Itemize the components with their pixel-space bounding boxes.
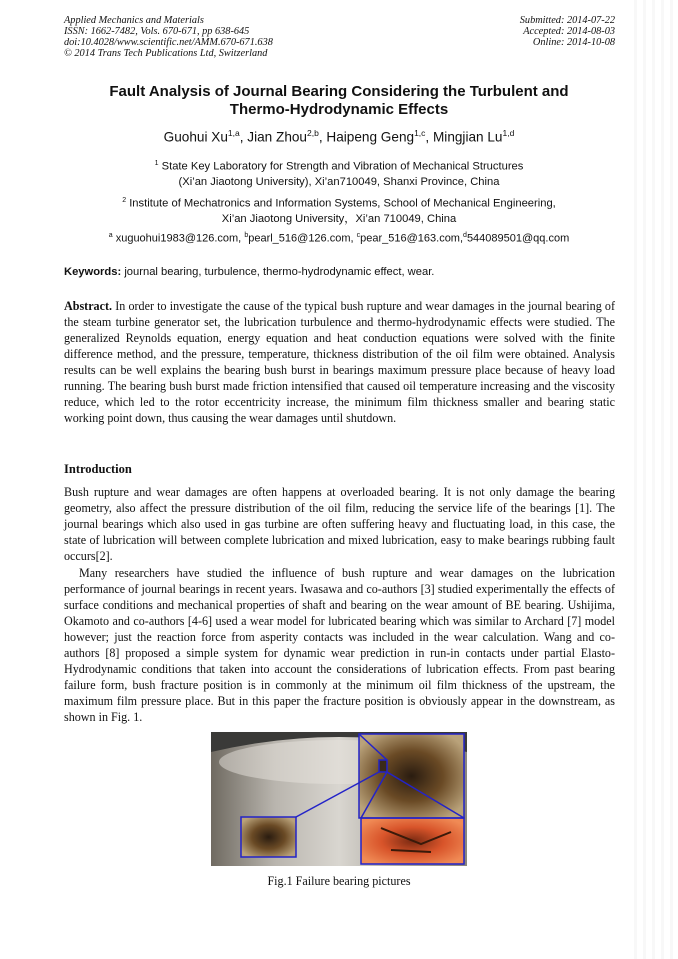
affiliation-line: (Xi’an Jiaotong University), Xi’an710049, Shanxi Province, China: [178, 175, 500, 188]
author-name: Haipeng Geng: [326, 129, 415, 145]
bearing-failure-figure: [211, 732, 467, 866]
doi-line: doi:10.4028/www.scientific.net/AMM.670-671.638: [64, 37, 273, 48]
affiliation-1: [0, 156, 678, 190]
figure-caption: Fig.1 Failure bearing pictures: [267, 874, 411, 888]
author-name: Guohui Xu: [163, 129, 228, 145]
introduction-paragraph-1: Bush rupture and wear damages are often happens at overloaded bearing. It is not only damage the bearing geometry, also affect the pressure distribution of the oil film, reducing the service life of the bearings [1]. The journal bearings which also used in gas turbine are often suffering heavy and fluctuating load, in this case, the state of lubrication will between complete lubrication and mixed lubrication, easy to make bearings rubbing fault occurs[2].: [64, 485, 615, 563]
email-sup: a: [108, 232, 113, 239]
affiliation-line: State Key Laboratory for Strength and Vibration of Mechanical Structures: [161, 160, 524, 173]
keywords-text: journal bearing, turbulence, thermo-hydrodynamic effect, wear.: [124, 266, 435, 278]
email-sup: d: [463, 232, 467, 239]
abstract-label: Abstract.: [64, 299, 113, 313]
affiliation-sup: 1: [154, 160, 159, 167]
keywords: [64, 266, 615, 278]
author-list: Guohui Xu$^{1,a}$, Jian Zhou$^{2,b}$, Haipeng Geng$^{1,c}$, Mingjian Lu$^{1,d}$: [163, 128, 515, 145]
abstract: [64, 298, 615, 426]
introduction-paragraph-2: Many researchers have studied the influence of bush rupture and wear damages on the lubrication performance of journal bearings in recent years. Iwasawa and co-authors [3] studied experimentally the effects of surface conditions and mechanical properties of shaft and bearing on the wear amount of BE bearing. Ushijima, Okamoto and co-authors [4-6] used a wear model for lubricated bearing which was similar to Archard [7] model however; just the reaction force from asperity contacts was included in the wear calculation. Wang and co-authors [8] proposed a simple system for dynamic wear prediction in run-in contacts under partial Elasto-Hydrodynamic conditions that taken into account the considerations of lubrication effects. From past bearing failure form, bush fracture position is in commonly at the minimum oil film thickness of the upstream, the maximum film pressure place. But in this paper the fracture position is obviously appear in the downstream, as shown in Fig. 1.: [64, 566, 615, 724]
email-link[interactable]: 544089501@qq.com: [466, 232, 570, 245]
author-sup: 1,a: [227, 128, 240, 138]
email-sup: b: [244, 232, 249, 239]
online-date: Online: 2014-10-08: [532, 37, 615, 48]
keywords-label: Keywords:: [64, 266, 122, 278]
affiliation-2: [0, 193, 678, 227]
author-sup: 1,d: [502, 128, 515, 138]
copyright-line: © 2014 Trans Tech Publications Ltd, Switzerland: [64, 48, 268, 59]
journal-name: Applied Mechanics and Materials: [64, 15, 204, 26]
email-sup: c: [356, 232, 361, 239]
author-sup: 2,b: [307, 128, 319, 138]
issn-line: ISSN: 1662-7482, Vols. 670-671, pp 638-645: [64, 26, 250, 37]
email-link[interactable]: pear_516@163.com,: [360, 232, 464, 245]
accepted-date: Accepted: 2014-08-03: [523, 26, 615, 37]
submitted-date: Submitted: 2014-07-22: [519, 15, 615, 26]
email-list: [0, 232, 678, 245]
paper-title: [70, 83, 608, 119]
email-link[interactable]: xuguohui1983@126.com,: [115, 232, 242, 245]
email-link[interactable]: pearl_516@126.com,: [248, 232, 354, 245]
title-line-1: Fault Analysis of Journal Bearing Considering the Turbulent and: [109, 83, 569, 100]
affiliation-line: Institute of Mechatronics and Information Systems, School of Mechanical Engineering,: [129, 197, 556, 210]
title-line-2: Thermo-Hydrodynamic Effects: [229, 101, 449, 118]
author-sup: 1,c: [414, 128, 426, 138]
introduction-heading: Introduction: [64, 462, 132, 476]
abstract-text: In order to investigate the cause of the typical bush rupture and wear damages in the journal bearing of the steam turbine generator set, the lubrication turbulence and thermo-hydrodynamic effects were studied. The generalized Reynolds equation, energy equation and heat conduction equations were solved with the finite difference method, and the pressure, temperature, thickness distribution of the oil film were obtained. Analysis results can be well explains the bearing bush burst in bearings maximum pressure place because of heavy load running. The bearing bush burst made friction intensified that caused oil temperature increasing and the viscosity reduce, which led to the rotor eccentricity increase, the minimum film thickness smaller and bearing static working point down, thus causing the wear damages until shutdown.: [64, 299, 615, 425]
author-name: Mingjian Lu: [432, 129, 503, 145]
author-name: Jian Zhou: [247, 129, 307, 145]
affiliation-sup: 2: [122, 197, 127, 204]
bearing-photo: [211, 732, 467, 866]
affiliation-line: Xi’an Jiaotong University，Xi’an 710049, China: [221, 212, 457, 225]
